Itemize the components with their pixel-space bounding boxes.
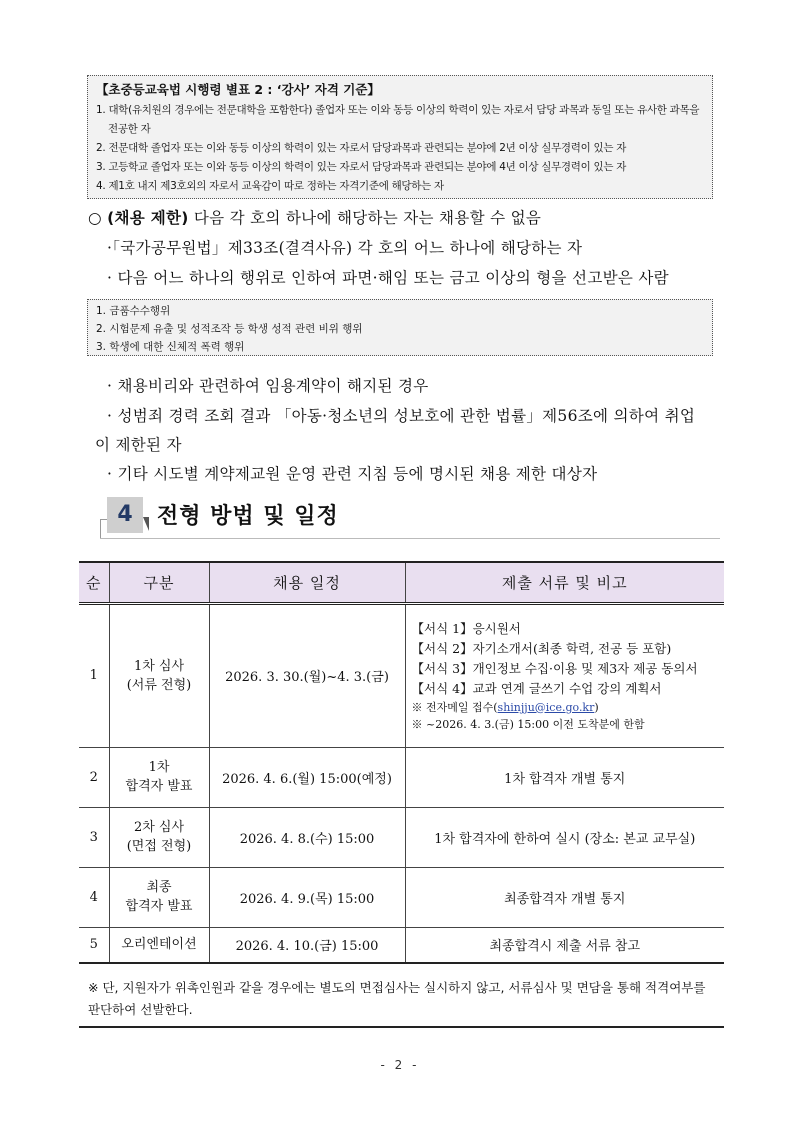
- email-note: [412, 699, 725, 716]
- row-category: [109, 603, 209, 747]
- circle-bullet: ○: [88, 209, 102, 227]
- category-line: 1차 심사: [133, 658, 185, 674]
- criteria-item: 3. 고등학교 졸업자 또는 이와 동등 이상의 학력이 있는 자로서 담당과목과 관련되는 분야에 4년 이상 실무경력이 있는 자: [96, 161, 627, 173]
- restriction-item: · 채용비리와 관련하여 임용계약이 해지된 경우: [107, 377, 429, 395]
- restriction-item: · 기타 시도별 계약제교원 운영 관련 지침 등에 명시된 채용 제한 대상자: [107, 465, 598, 483]
- restriction-text: 다음 각 호의 하나에 해당하는 자는 채용할 수 없음: [188, 209, 542, 227]
- document-form: 【서식 1】응시원서: [411, 620, 521, 636]
- violation-item: 2. 시험문제 유출 및 성적조작 등 학생 성적 관련 비위 행위: [96, 323, 363, 335]
- row-category: [109, 747, 209, 807]
- table-row: [79, 747, 724, 807]
- row-date: 2026. 3. 30.(월)~4. 3.(금): [209, 603, 405, 747]
- violation-list-box: [87, 299, 713, 356]
- header-schedule: 채용 일정: [209, 562, 405, 603]
- header-category: 구분: [109, 562, 209, 603]
- row-remark: 1차 합격자 개별 통지: [405, 747, 724, 807]
- section-header: [100, 497, 730, 539]
- violation-item: 1. 금품수수행위: [96, 305, 171, 317]
- restriction-item-continued: 이 제한된 자: [95, 436, 182, 454]
- row-category: [109, 807, 209, 867]
- restriction-item: ·「국가공무원법」제33조(결격사유) 각 호의 어느 하나에 해당하는 자: [107, 239, 583, 257]
- row-number: 1: [79, 603, 109, 747]
- row-date: 2026. 4. 6.(월) 15:00(예정): [209, 747, 405, 807]
- category-line: (면접 전형): [126, 839, 192, 854]
- row-number: 4: [79, 867, 109, 927]
- email-suffix: ): [594, 700, 599, 714]
- section-underline: [100, 538, 720, 539]
- restriction-heading: [88, 206, 541, 228]
- table-row: [79, 807, 724, 867]
- criteria-item: 1. 대학(유치원의 경우에는 전문대학을 포함한다) 졸업자 또는 이와 동등 이상의 학력이 있는 자로서 담당 과목과 동일 또는 유사한 과목을 전공한 자: [96, 104, 700, 135]
- row-number: 3: [79, 807, 109, 867]
- table-row: [79, 603, 724, 747]
- footnote-divider: [79, 1026, 724, 1028]
- row-date: 2026. 4. 9.(목) 15:00: [209, 867, 405, 927]
- schedule-table: [79, 561, 724, 964]
- category-line: 합격자 발표: [125, 779, 193, 794]
- table-row: [79, 927, 724, 963]
- deadline-note: ※ ~2026. 4. 3.(금) 15:00 이전 도착분에 한함: [411, 717, 645, 731]
- restriction-item: · 다음 어느 하나의 행위로 인하여 파면·해임 또는 금고 이상의 형을 선고받은 사람: [107, 269, 669, 287]
- email-link[interactable]: shinjju@ice.go.kr: [497, 700, 595, 714]
- row-category: 오리엔테이션: [109, 927, 209, 963]
- criteria-title: 【초중등교육법 시행령 별표 2 : ‘강사’ 자격 기준】: [96, 82, 380, 97]
- table-header-row: [79, 562, 724, 603]
- violation-item: 3. 학생에 대한 신체적 폭력 행위: [96, 341, 245, 353]
- document-form: 【서식 2】자기소개서(최종 학력, 전공 등 포함): [411, 640, 672, 656]
- row-number: 5: [79, 927, 109, 963]
- section-number-badge: 4: [107, 497, 143, 533]
- category-line: (서류 전형): [126, 677, 192, 693]
- restriction-item: · 성범죄 경력 조회 결과 「아동·청소년의 성보호에 관한 법률」제56조에 의하여 취업: [107, 407, 696, 425]
- email-prefix: ※ 전자메일 접수(: [411, 700, 498, 714]
- category-line: 2차 심사: [133, 820, 185, 835]
- restriction-label: (채용 제한): [107, 209, 189, 227]
- document-form: 【서식 3】개인정보 수집·이용 및 제3자 제공 동의서: [411, 660, 698, 676]
- row-remark: 최종합격자 개별 통지: [405, 867, 724, 927]
- page-number: - 2 -: [380, 1058, 420, 1072]
- criteria-item: 2. 전문대학 졸업자 또는 이와 동등 이상의 학력이 있는 자로서 담당과목과 관련되는 분야에 2년 이상 실무경력이 있는 자: [96, 142, 627, 154]
- table-row: [79, 867, 724, 927]
- row-remark: 최종합격시 제출 서류 참고: [405, 927, 724, 963]
- row-number: 2: [79, 747, 109, 807]
- row-category: [109, 867, 209, 927]
- section-title: 전형 방법 및 일정: [157, 504, 339, 529]
- row-date: 2026. 4. 8.(수) 15:00: [209, 807, 405, 867]
- footnote: ※ 단, 지원자가 위촉인원과 같을 경우에는 별도의 면접심사는 실시하지 않고, 서류심사 및 면담을 통해 적격여부를 판단하여 선발한다.: [88, 980, 706, 1017]
- document-form: 【서식 4】교과 연계 글쓰기 수업 강의 계획서: [411, 680, 662, 696]
- category-line: 합격자 발표: [125, 899, 193, 914]
- row-date: 2026. 4. 10.(금) 15:00: [209, 927, 405, 963]
- category-line: 1차: [148, 760, 170, 775]
- row-remark: 1차 합격자에 한하여 실시 (장소: 본교 교무실): [405, 807, 724, 867]
- category-line: 최종: [146, 880, 172, 895]
- header-no: 순: [79, 562, 109, 603]
- row-documents: [405, 603, 724, 747]
- lecturer-qualification-box: [87, 75, 713, 199]
- section-corner-icon: [143, 517, 149, 531]
- header-documents: 제출 서류 및 비고: [405, 562, 724, 603]
- criteria-item: 4. 제1호 내지 제3호외의 자로서 교육감이 따로 정하는 자격기준에 해당하는 자: [96, 180, 444, 192]
